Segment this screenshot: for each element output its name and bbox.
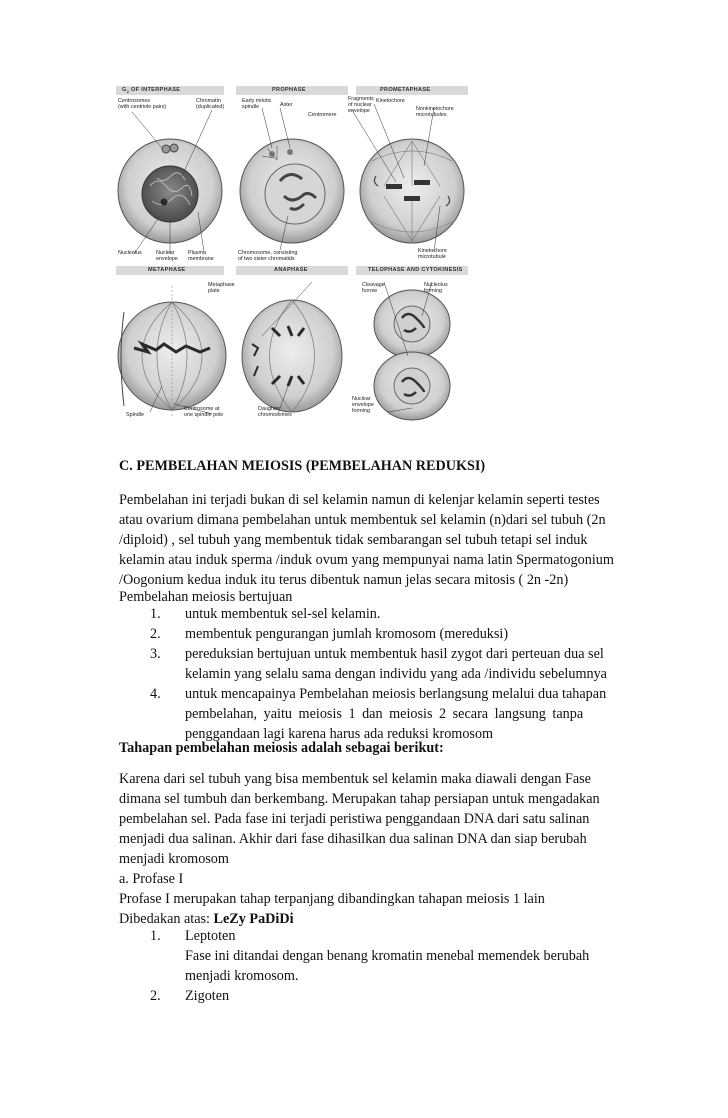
label-nucleolus-forming: Nucleolus forming <box>424 282 448 294</box>
list-item: 1. untuk membentuk sel-sel kelamin. <box>150 606 381 622</box>
stage-prometaphase: PROMETAPHASE <box>380 87 431 93</box>
label-plasma-membrane: Plasma membrane <box>188 250 214 262</box>
list-item: 2. membentuk pengurangan jumlah kromosom (mereduksi) <box>150 626 509 642</box>
telophase-cell <box>374 290 450 420</box>
label-centrosomes: Centrosomes (with centriole pairs) <box>118 98 167 110</box>
stage-anaphase: ANAPHASE <box>274 267 308 273</box>
purpose-list <box>150 604 630 744</box>
purpose-intro: Pembelahan meiosis bertujuan <box>119 589 293 605</box>
intro-line: kelamin atau induk sperma /induk ovum yang mempunyai nama latin Spermatogonium <box>119 552 614 568</box>
label-chromatin: Chromatin (duplicated) <box>196 98 225 110</box>
label-metaphase-plate: Metaphase plate <box>208 282 235 294</box>
label-centromere: Centromere <box>308 112 337 118</box>
fase-line: menjadi dua salinan. Akhir dari fase dihasilkan dua salinan DNA dan siap berubah <box>119 831 587 847</box>
fase-paragraph <box>119 769 629 869</box>
prophase-cell <box>240 139 344 243</box>
intro-line: /Oogonium kedua induk itu terus dibentuk namun jelas secara mitosis ( 2n -2n) <box>119 572 569 588</box>
label-aster: Aster <box>280 102 293 108</box>
label-kinetochore: Kinetochore <box>376 98 405 104</box>
label-kinetochore-microtubule: Kinetochore microtubule <box>418 248 447 260</box>
substage-name: Leptoten <box>185 928 236 944</box>
anaphase-cell <box>242 300 342 412</box>
intro-line: Pembelahan ini terjadi bukan di sel kelamin namun di kelenjar kelamin seperti testes <box>119 492 600 508</box>
profase-desc: Profase I merupakan tahap terpanjang dibandingkan tahapan meiosis 1 lain <box>119 891 545 907</box>
list-item: 1. Leptoten Fase ini ditandai dengan benang kromatin menebal memendek berubah menjadi kromosom. <box>150 926 630 986</box>
substage-name: Zigoten <box>185 988 230 1004</box>
lezy-padidi: LeZy PaDiDi <box>213 911 294 927</box>
list-item: 4. untuk mencapainya Pembelahan meiosis berlangsung melalui dua tahapan pembelahan, yaitu meiosis 1 dan meiosis 2 secara langsung tanpa penggandaan lagi karena harus ada reduksi kromosom <box>150 686 607 742</box>
label-fragments-nuclear-envelope: Fragments of nuclear envelope <box>348 96 374 114</box>
stage-metaphase: METAPHASE <box>148 267 186 273</box>
label-nuclear-envelope: Nuclear envelope <box>156 250 178 262</box>
list-item: 3. pereduksian bertujuan untuk membentuk hasil zygot dari perteuan dua sel kelamin yang selalu sama dengan individu yang ada /individu sebelumnya <box>150 646 607 682</box>
profase-block <box>119 869 629 929</box>
metaphase-cell <box>118 286 226 416</box>
stage-prophase: PROPHASE <box>272 87 306 93</box>
dibedakan-line: Dibedakan atas: LeZy PaDiDi <box>119 911 294 927</box>
fase-line: dimana sel tumbuh dan berkembang. Merupakan tahap persiapan untuk mengadakan <box>119 791 600 807</box>
label-nuclear-envelope-forming: Nuclear envelope forming <box>352 396 374 414</box>
fase-line: pembelahan sel. Pada fase ini terjadi peristiwa penggandaan DNA dari satu salinan <box>119 811 590 827</box>
mitosis-figure <box>112 86 472 426</box>
stages-heading: Tahapan pembelahan meiosis adalah sebagai berikut: <box>119 740 444 756</box>
section-heading: C. PEMBELAHAN MEIOSIS (PEMBELAHAN REDUKSI) <box>119 458 486 474</box>
label-cleavage-furrow: Cleavage furrow <box>362 282 385 294</box>
intro-line: /diploid) , sel tubuh yang membentuk tidak sembarangan sel tubuh tetapi sel induk <box>119 532 588 548</box>
label-centrosome-pole: Centrosome at one spindle pole <box>184 406 224 418</box>
prometaphase-cell <box>360 139 464 243</box>
profase-title: a. Profase I <box>119 871 184 887</box>
intro-paragraph <box>119 490 629 590</box>
label-nucleolus: Nucleolus <box>118 250 142 256</box>
stage-interphase: $G_2$ OF INTERPHASE <box>122 87 181 95</box>
intro-line: atau ovarium dimana pembelahan untuk membentuk sel kelamin (n)dari sel tubuh (2n <box>119 512 606 528</box>
label-nonkinetochore-microtubules: Nonkinetochore microtubules <box>416 106 454 118</box>
label-chromosome-sister-chromatids: Chromosome, consisting of two sister chromatids <box>238 250 298 262</box>
label-early-mitotic-spindle: Early mitotic spindle <box>242 98 272 110</box>
stage-telophase: TELOPHASE AND CYTOKINESIS <box>368 267 463 273</box>
fase-line: Karena dari sel tubuh yang bisa membentuk sel kelamin maka diawali dengan Fase <box>119 771 591 787</box>
fase-line: menjadi kromosom <box>119 851 229 867</box>
label-daughter-chromosomes: Daughter chromosomes <box>258 406 292 418</box>
label-spindle: Spindle <box>126 412 144 418</box>
substage-list <box>150 926 630 1006</box>
list-item: 2. Zigoten <box>150 986 630 1006</box>
